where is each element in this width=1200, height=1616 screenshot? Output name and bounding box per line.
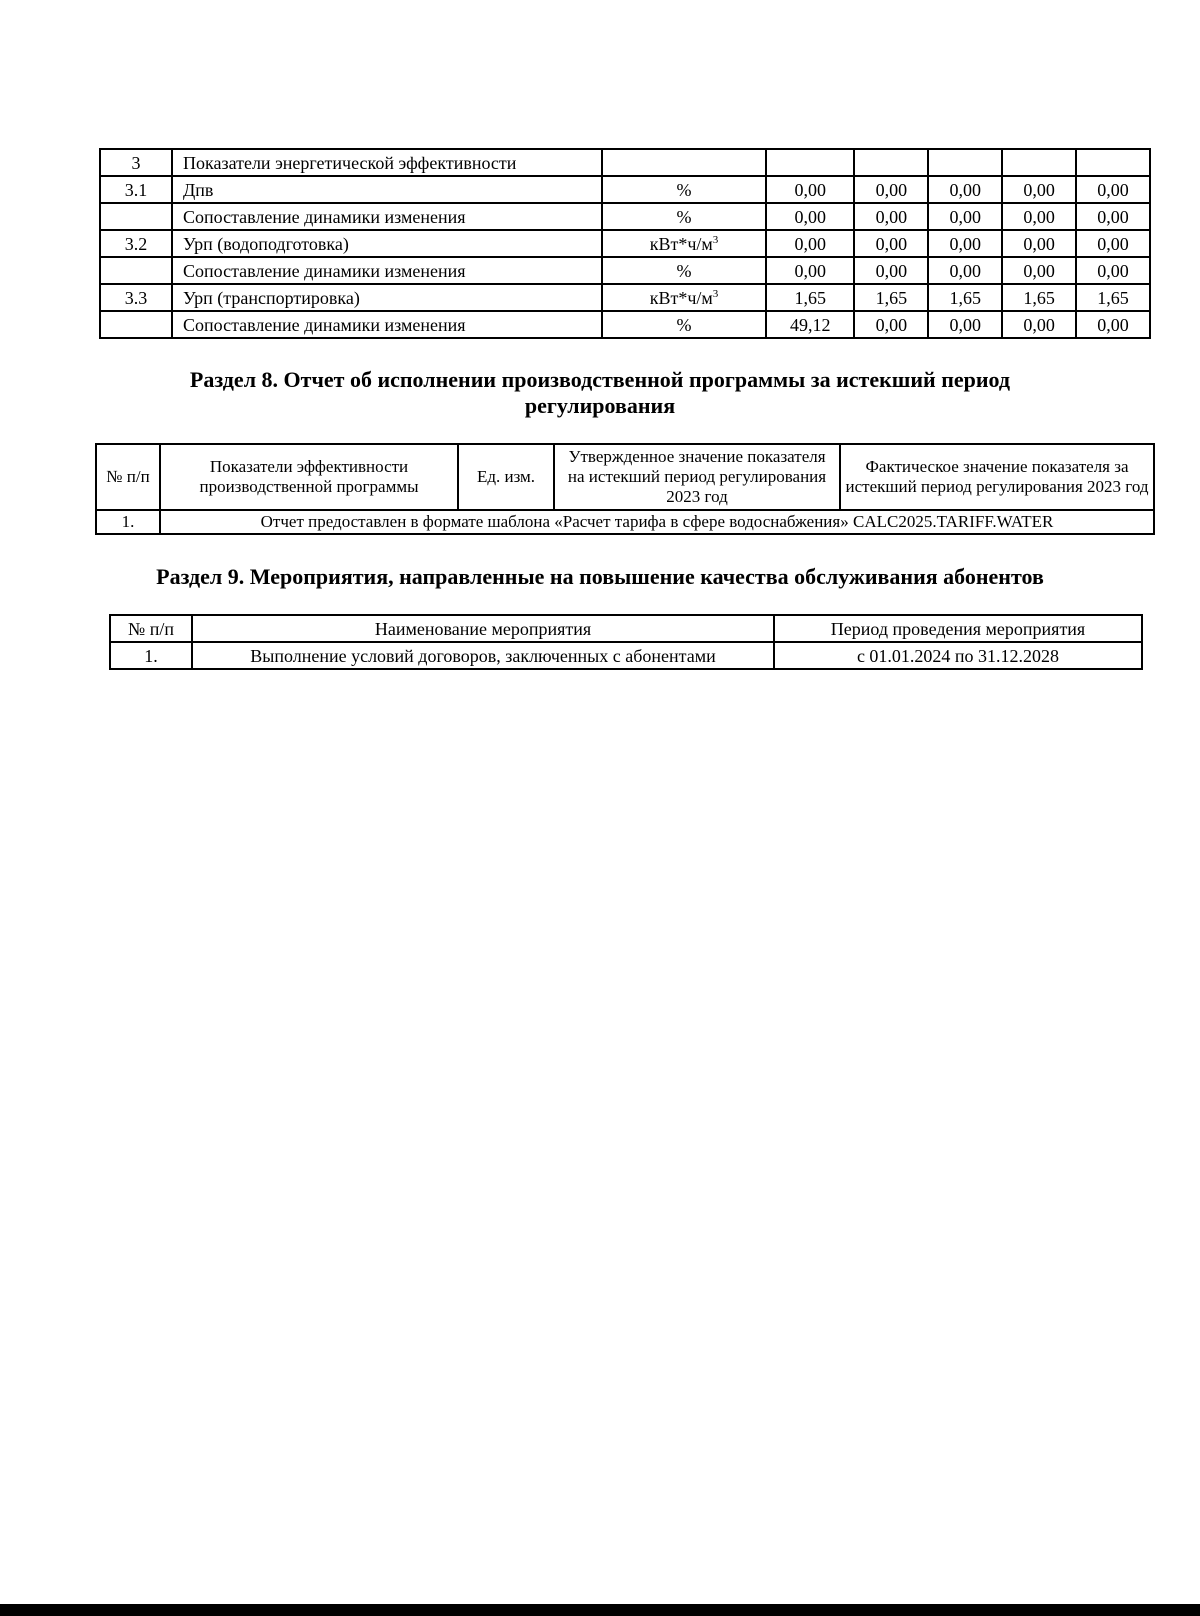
value-cell: 0,00: [1076, 230, 1150, 257]
value-cell: 0,00: [1002, 311, 1076, 338]
section9-header-name: Наименование мероприятия: [192, 615, 774, 642]
row-number: 3.3: [100, 284, 172, 311]
unit-text: кВт*ч/м: [649, 233, 713, 254]
unit-cell: [602, 311, 766, 338]
value-cell: 0,00: [1076, 311, 1150, 338]
section9-row-name: Выполнение условий договоров, заключенных с абонентами: [192, 642, 774, 669]
section8-title-line1: Раздел 8. Отчет об исполнении производственной программы за истекший период: [189, 367, 1011, 392]
value-cell: [928, 149, 1002, 176]
unit-cell: [602, 149, 766, 176]
section8-title-line2: регулирования: [524, 393, 676, 418]
section9-title: Раздел 9. Мероприятия, направленные на повышение качества обслуживания абонентов: [156, 564, 1044, 589]
section9-header-row: [110, 615, 1142, 642]
value-cell: 0,00: [854, 176, 928, 203]
unit-superscript: 3: [712, 287, 719, 300]
energy-table-row: [100, 311, 1150, 338]
section8-header-actual: Фактическое значение показателя за истекший период регулирования 2023 год: [840, 444, 1154, 510]
value-cell: 0,00: [766, 203, 854, 230]
row-number: 3.2: [100, 230, 172, 257]
value-cell: 0,00: [1002, 176, 1076, 203]
value-cell: 0,00: [928, 257, 1002, 284]
unit-text: %: [676, 260, 692, 281]
value-cell: 0,00: [928, 176, 1002, 203]
indicator-name: Урп (водоподготовка): [172, 230, 602, 257]
value-cell: 0,00: [1076, 176, 1150, 203]
energy-table-row: [100, 230, 1150, 257]
section8-header-approved: Утвержденное значение показателя на истекший период регулирования 2023 год: [554, 444, 840, 510]
value-cell: 0,00: [854, 257, 928, 284]
indicator-name: Сопоставление динамики изменения: [172, 203, 602, 230]
value-cell: 0,00: [854, 203, 928, 230]
energy-table-row: [100, 284, 1150, 311]
indicator-name: Урп (транспортировка): [172, 284, 602, 311]
value-cell: [1076, 149, 1150, 176]
value-cell: 0,00: [1076, 203, 1150, 230]
energy-table-row: [100, 149, 1150, 176]
unit-superscript: 3: [712, 233, 719, 246]
section9-row: [110, 642, 1142, 669]
value-cell: [854, 149, 928, 176]
section8-header-num: № п/п: [96, 444, 160, 510]
value-cell: 1,65: [854, 284, 928, 311]
value-cell: 0,00: [854, 311, 928, 338]
value-cell: 1,65: [1002, 284, 1076, 311]
energy-table-row: [100, 203, 1150, 230]
section9-row-num: 1.: [110, 642, 192, 669]
row-number: [100, 203, 172, 230]
value-cell: 0,00: [766, 230, 854, 257]
value-cell: 0,00: [1076, 257, 1150, 284]
unit-cell: [602, 284, 766, 311]
value-cell: 0,00: [928, 311, 1002, 338]
indicator-name: Дпв: [172, 176, 602, 203]
value-cell: 0,00: [928, 230, 1002, 257]
section8-header-indicators: Показатели эффективности производственной программы: [160, 444, 458, 510]
unit-text: %: [676, 179, 692, 200]
value-cell: 0,00: [1002, 203, 1076, 230]
unit-text: %: [676, 206, 692, 227]
value-cell: 1,65: [1076, 284, 1150, 311]
unit-cell: [602, 257, 766, 284]
section8-table: [95, 443, 1155, 535]
value-cell: 0,00: [766, 257, 854, 284]
energy-efficiency-table-body: [100, 149, 1150, 338]
value-cell: 49,12: [766, 311, 854, 338]
scan-edge-bar: [0, 1604, 1200, 1616]
value-cell: 0,00: [928, 203, 1002, 230]
value-cell: 0,00: [1002, 230, 1076, 257]
indicator-name: Сопоставление динамики изменения: [172, 257, 602, 284]
section8-row-num: 1.: [96, 510, 160, 534]
row-number: [100, 257, 172, 284]
indicator-name: Сопоставление динамики изменения: [172, 311, 602, 338]
unit-cell: [602, 230, 766, 257]
row-number: 3: [100, 149, 172, 176]
value-cell: [1002, 149, 1076, 176]
section8-header-row: [96, 444, 1154, 510]
section8-title: [0, 367, 1200, 419]
value-cell: 1,65: [928, 284, 1002, 311]
unit-cell: [602, 176, 766, 203]
value-cell: 1,65: [766, 284, 854, 311]
section9-row-period: с 01.01.2024 по 31.12.2028: [774, 642, 1142, 669]
unit-text: кВт*ч/м: [649, 287, 713, 308]
energy-table-row: [100, 257, 1150, 284]
section8-row-text: Отчет предоставлен в формате шаблона «Расчет тарифа в сфере водоснабжения» CALC2025.TARIFF.WATER: [160, 510, 1154, 534]
section9-header-period: Период проведения мероприятия: [774, 615, 1142, 642]
unit-text: %: [676, 314, 692, 335]
section9-header-num: № п/п: [110, 615, 192, 642]
value-cell: 0,00: [766, 176, 854, 203]
unit-cell: [602, 203, 766, 230]
section8-row: [96, 510, 1154, 534]
indicator-name: Показатели энергетической эффективности: [172, 149, 602, 176]
section9-table: [109, 614, 1143, 670]
section8-header-unit: Ед. изм.: [458, 444, 554, 510]
energy-efficiency-table: [99, 148, 1151, 339]
value-cell: 0,00: [1002, 257, 1076, 284]
row-number: [100, 311, 172, 338]
row-number: 3.1: [100, 176, 172, 203]
value-cell: [766, 149, 854, 176]
value-cell: 0,00: [854, 230, 928, 257]
energy-table-row: [100, 176, 1150, 203]
